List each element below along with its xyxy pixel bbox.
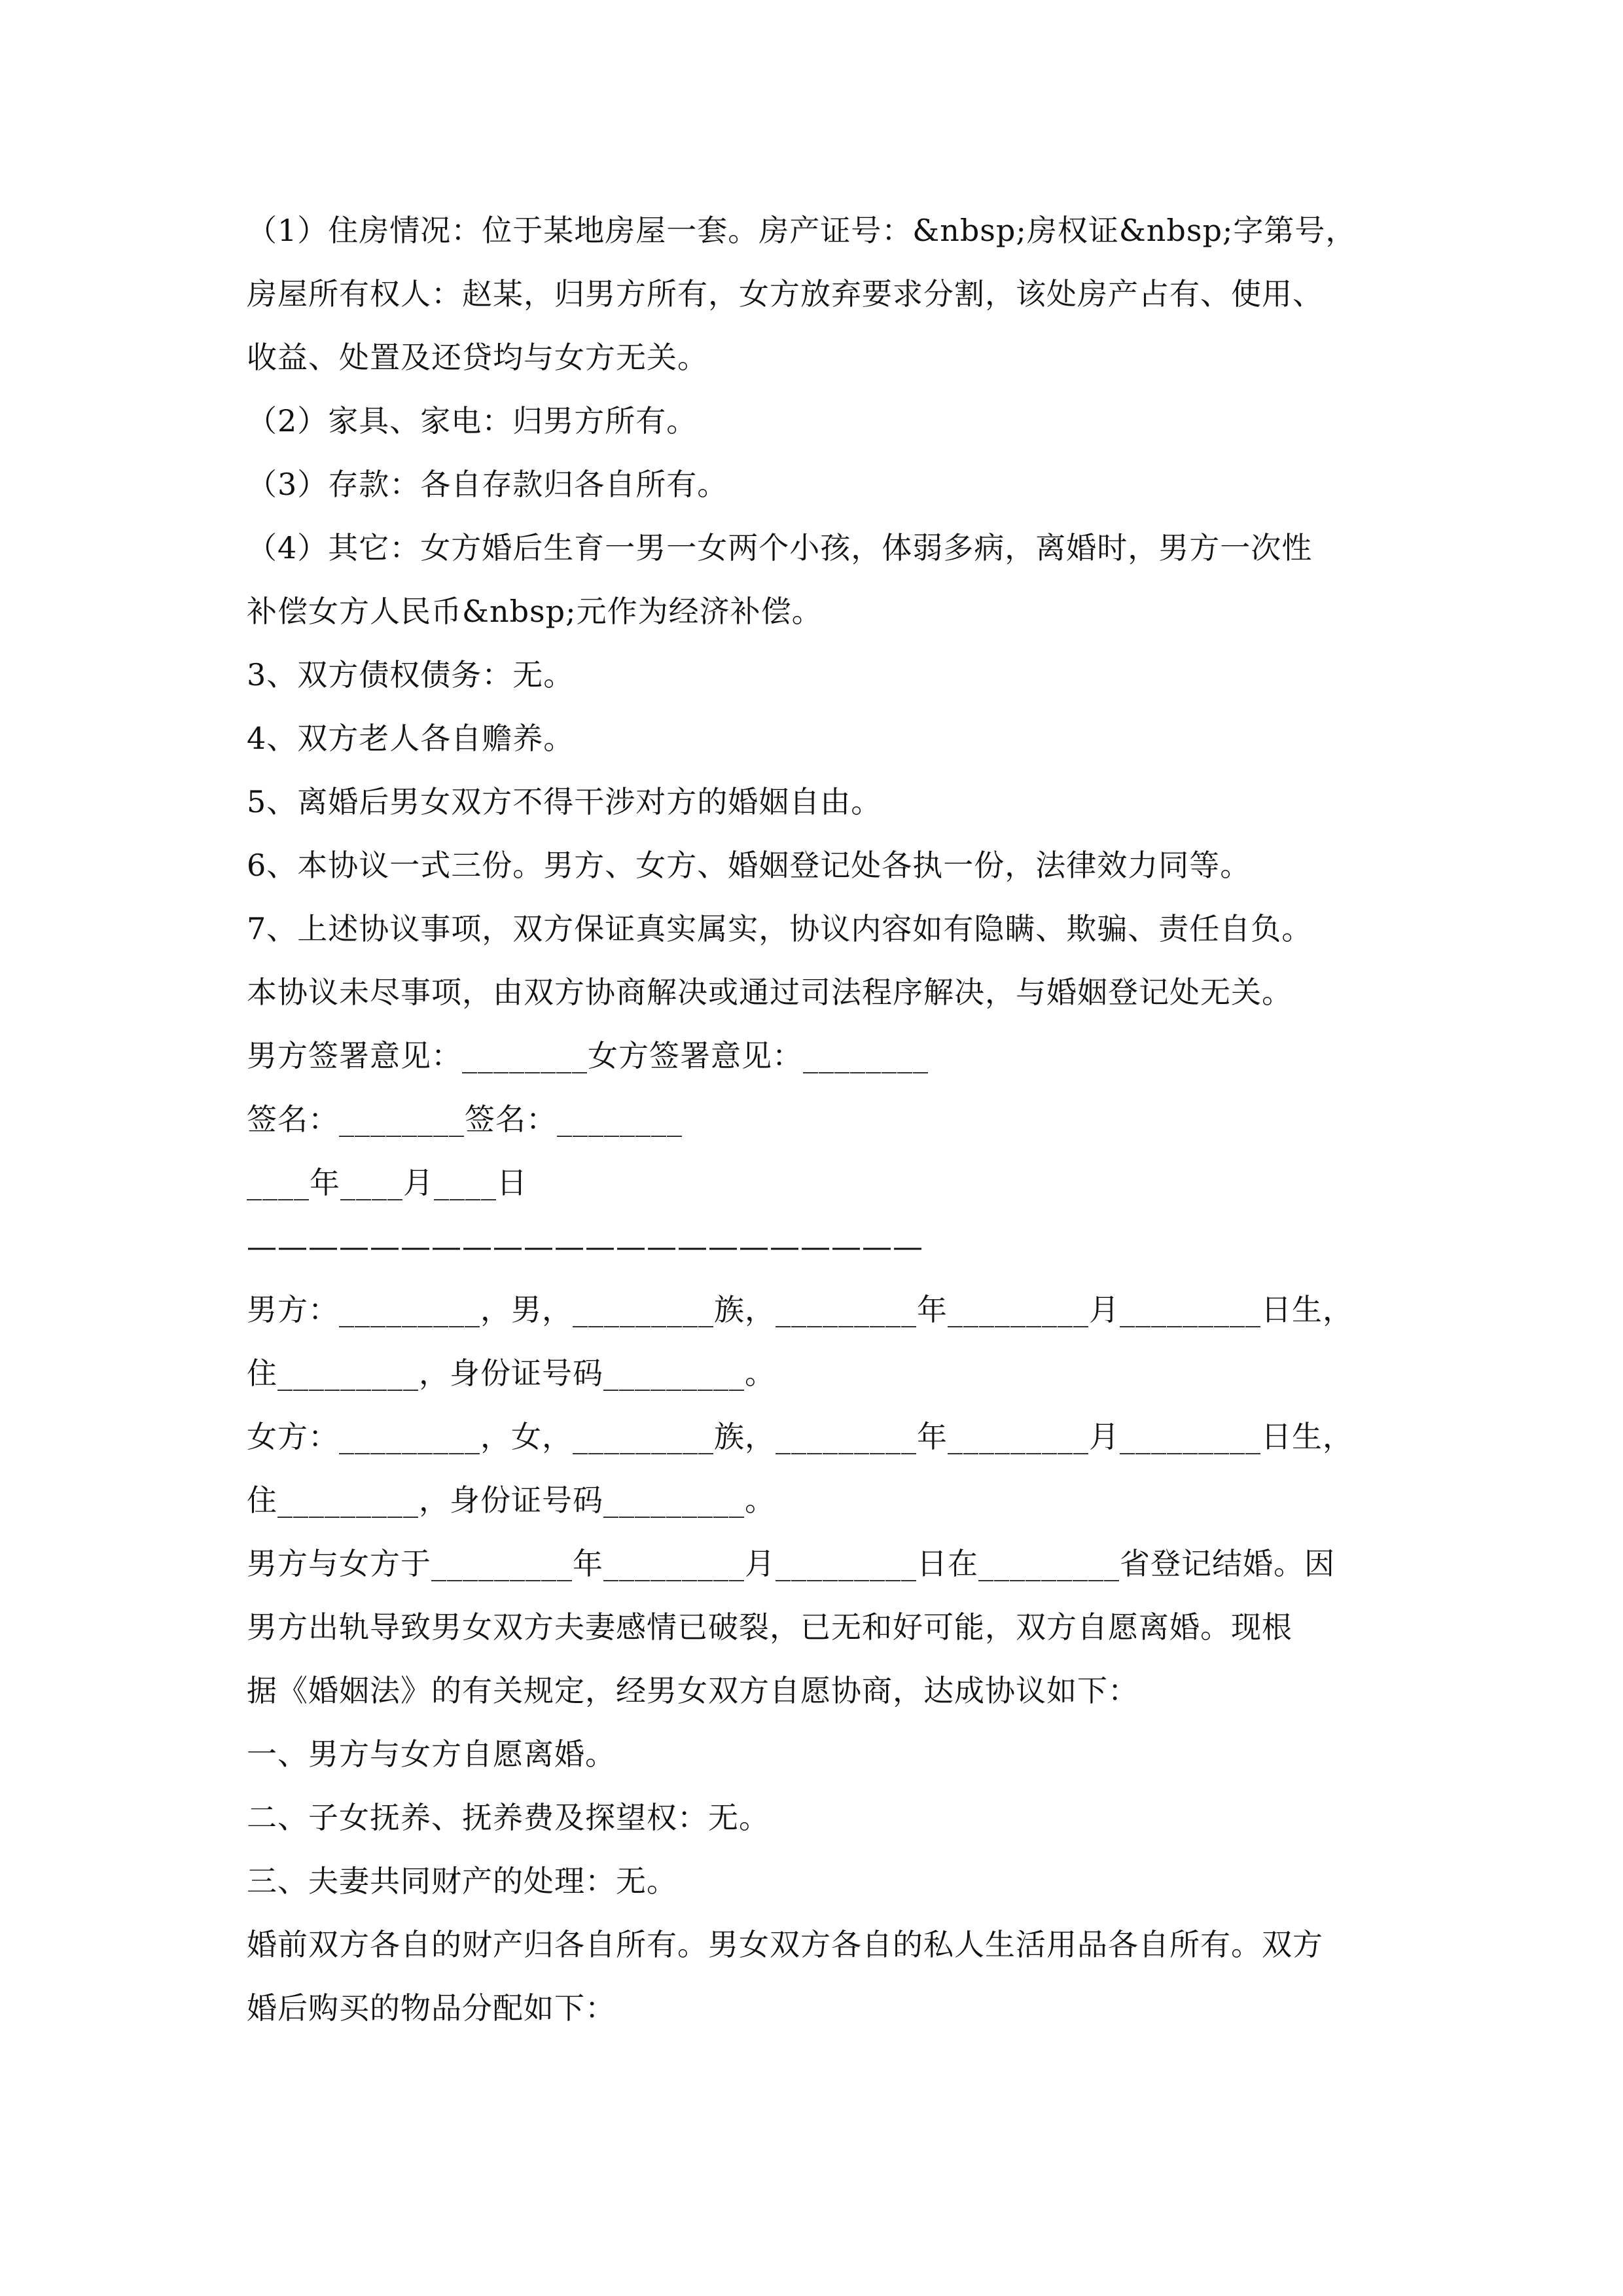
paragraph-line: 男方出轨导致男女双方夫妻感情已破裂，已无和好可能，双方自愿离婚。现根 [247,1609,1293,1645]
paragraph-line: 本协议未尽事项，由双方协商解决或通过司法程序解决，与婚姻登记处无关。 [247,975,1293,1010]
paragraph-line: 4、双方老人各自赡养。 [247,721,575,756]
section-divider: —————————————————————— [247,1229,923,1264]
paragraph-line: 二、子女抚养、抚养费及探望权：无。 [247,1800,770,1835]
paragraph-line: （2）家具、家电：归男方所有。 [247,403,698,439]
paragraph-line: 住_________，身份证号码_________。 [247,1355,776,1391]
paragraph-line: 3、双方债权债务：无。 [247,657,575,692]
paragraph-line: 婚前双方各自的财产归各自所有。男女双方各自的私人生活用品各自所有。双方 [247,1927,1323,1962]
paragraph-line: 5、离婚后男女双方不得干涉对方的婚姻自由。 [247,784,882,819]
paragraph-line: 6、本协议一式三份。男方、女方、婚姻登记处各执一份，法律效力同等。 [247,848,1251,883]
paragraph-line: 三、夫妻共同财产的处理：无。 [247,1863,677,1899]
paragraph-line: 据《婚姻法》的有关规定，经男女双方自愿协商，达成协议如下： [247,1673,1139,1708]
paragraph-line: 一、男方与女方自愿离婚。 [247,1736,616,1772]
paragraph-line: 房屋所有权人：赵某，归男方所有，女方放弃要求分割，该处房产占有、使用、 [247,276,1323,312]
paragraph-line: 女方：_________，女，_________族，_________年_________月_________日生， [247,1419,1353,1454]
paragraph-line: （3）存款：各自存款归各自所有。 [247,467,728,502]
paragraph-line: （1）住房情况：位于某地房屋一套。房产证号：&nbsp;房权证&nbsp;字第号， [247,213,1357,248]
paragraph-line: 男方：_________，男，_________族，_________年_________月_________日生， [247,1292,1353,1327]
paragraph-line: 补偿女方人民币&nbsp;元作为经济补偿。 [247,594,823,629]
paragraph-line: 男方与女方于_________年_________月_________日在_________省登记结婚。因 [247,1546,1335,1581]
paragraph-line: 收益、处置及还贷均与女方无关。 [247,340,708,375]
signature-opinion-line: 男方签署意见：________女方签署意见：________ [247,1038,929,1073]
paragraph-line: 住_________，身份证号码_________。 [247,1482,776,1518]
paragraph-line: 婚后购买的物品分配如下： [247,1990,616,2026]
date-line: ____年____月____日 [247,1165,527,1200]
paragraph-line: （4）其它：女方婚后生育一男一女两个小孩，体弱多病，离婚时，男方一次性 [247,530,1313,565]
paragraph-line: 7、上述协议事项，双方保证真实属实，协议内容如有隐瞒、欺骗、责任自负。 [247,911,1313,946]
signature-name-line: 签名：________签名：________ [247,1102,683,1137]
